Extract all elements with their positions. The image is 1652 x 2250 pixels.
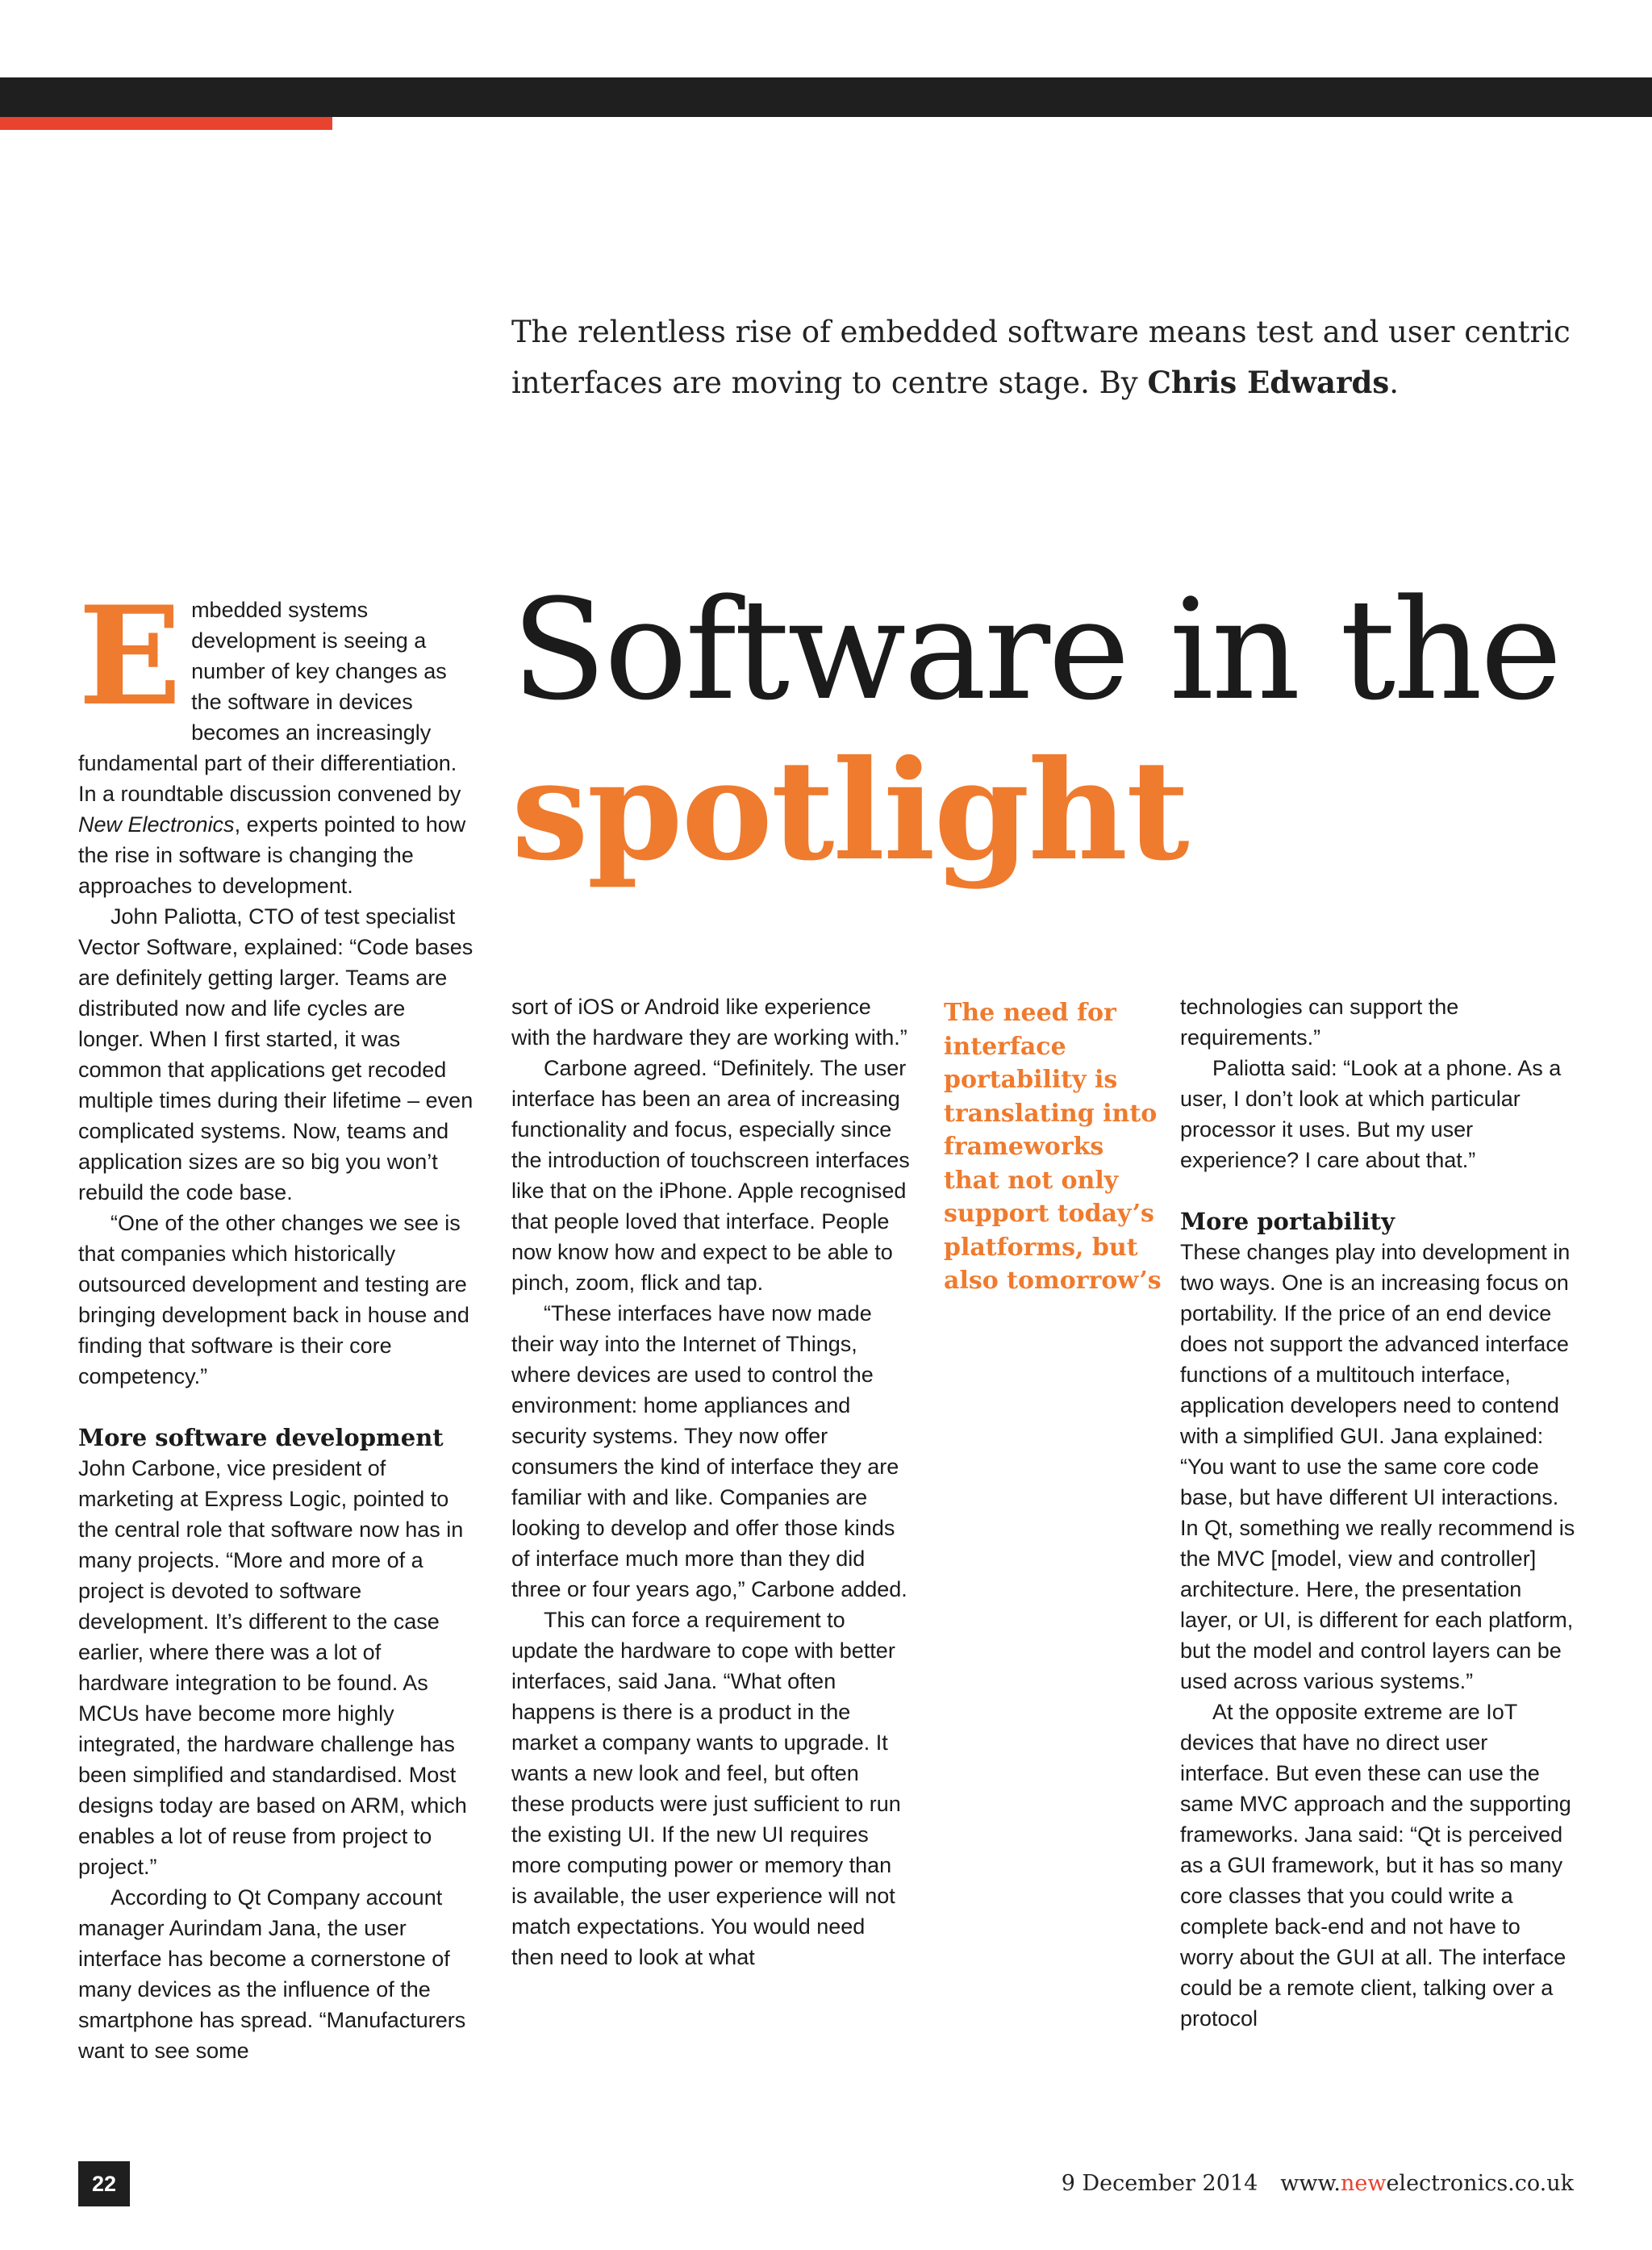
paragraph: sort of iOS or Android like experience with the hardware they are working with.” [511, 995, 907, 1050]
paragraph: This can force a requirement to update the hardware to cope with better interfaces, said Jana. “What often happens is there is a product in the market a company wants to upgrade. It wants a new look and feel, but often these products were just sufficient to run the existing UI. If the new UI requires more computing power or memory than is available, the user experience will not match expectations. You would need then need to look at what [511, 1608, 901, 1969]
standfirst: The relentless rise of embedded software means test and user centric interfaces are moving to centre stage. By Chris Edwards. [511, 315, 1571, 400]
header-bar [0, 77, 1652, 117]
paragraph: “One of the other changes we see is that companies which historically outsourced development and testing are bringing development back in house and finding that software is their core competency.” [78, 1211, 469, 1388]
website-url: www.newelectronics.co.uk [1280, 2171, 1574, 2196]
paragraph: According to Qt Company account manager Aurindam Jana, the user interface has become a cornerstone of many devices as the influence of the smartphone has spread. “Manufacturers want to see some [78, 1885, 466, 2063]
paragraph: These changes play into development in two ways. One is an increasing focus on portability. If the price of an end device does not support the advanced interface functions of a multitouch interface, application developers need to contend with a simplified GUI. Jana explained: “You want to use the same core code base, but have different UI interactions. In Qt, something we really recommend is the MVC [model, view and controller] architecture. Here, the presentation layer, or UI, is different for each platform, but the model and control layers can be used across various systems.” [1180, 1240, 1575, 1693]
paragraph: John Carbone, vice president of marketing at Express Logic, pointed to the central role that software now has in many projects. “More and more of a project is devoted to software development. It’s different to the case earlier, where there was a lot of hardware integration to be found. As MCUs have become more highly integrated, the hardware challenge has been simplified and standardised. Most designs today are based on ARM, which enables a lot of reuse from project to project.” [78, 1456, 467, 1879]
publication-name: New Electronics [78, 812, 235, 837]
author-name: Chris Edwards [1147, 365, 1390, 400]
headline-line-2: spotlight [511, 730, 1188, 891]
subheading: More portability [1180, 1208, 1395, 1235]
paragraph: Carbone agreed. “Definitely. The user interface has been an area of increasing functionality and focus, especially since the introduction of touchscreen interfaces like that on the iPhone. Apple recognised that people loved that interface. People now know how and expect to be able to pinch, zoom, flick and tap. [511, 1056, 910, 1295]
paragraph: At the opposite extreme are IoT devices that have no direct user interface. But even these can use the same MVC approach and the supporting frameworks. Jana said: “Qt is perceived as a GUI framework, but it has so many core classes that you could write a complete back-end and not have to worry about the GUI at all. The interface could be a remote client, talking over a protocol [1180, 1700, 1571, 2031]
page-number: 22 [78, 2161, 130, 2206]
header-accent-bar [0, 117, 332, 130]
pull-quote: The need for interface portability is translating into frameworks that not only support today’s platforms, but also tomorrow’s [944, 999, 1162, 1295]
footer [1062, 2169, 1574, 2199]
paragraph: Paliotta said: “Look at a phone. As a user, I don’t look at which particular processor it uses. But my user experience? I care about that.” [1180, 1056, 1562, 1172]
article-column-2 [511, 991, 911, 1972]
drop-cap: E [78, 576, 182, 736]
headline-line-1: Software in the [511, 569, 1560, 731]
paragraph: “These interfaces have now made their way into the Internet of Things, where devices are used to control the environment: home appliances and security systems. They now offer consumers the kind of interface they are familiar with and like. Companies are looking to develop and offer those kinds of interface much more than they did three or four years ago,” Carbone added. [511, 1301, 907, 1601]
issue-date: 9 December 2014 [1061, 2171, 1258, 2196]
paragraph: John Paliotta, CTO of test specialist Vector Software, explained: “Code bases are definitely getting larger. Teams are distributed now and life cycles are longer. When I first started, it was common that applications get recoded multiple times during their lifetime – even complicated systems. Now, teams and application sizes are so big you won’t rebuild the code base. [78, 904, 473, 1204]
article-column-1 [78, 576, 473, 2066]
subheading: More software development [78, 1424, 444, 1451]
article-column-3 [1180, 991, 1579, 2034]
paragraph: technologies can support the requirements.” [1180, 995, 1459, 1050]
paragraph: Embedded systems development is seeing a number of key changes as the software in devices becomes an increasingly fundamental part of their differentiation. In a roundtable discussion convened by New Electronics, experts pointed to how the rise in software is changing the approaches to development. [78, 576, 466, 898]
